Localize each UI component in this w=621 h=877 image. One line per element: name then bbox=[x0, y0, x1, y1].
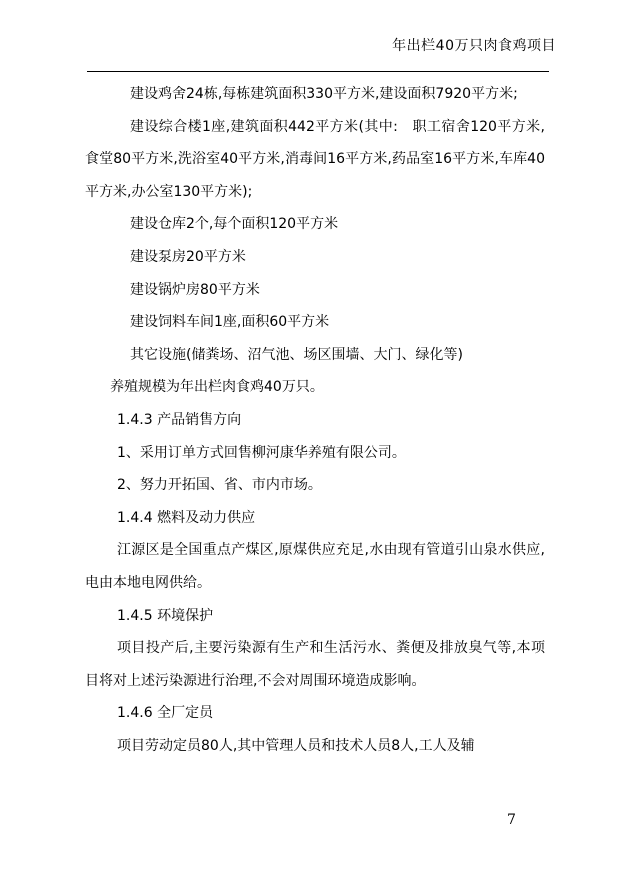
paragraph-fuel-power: 江源区是全国重点产煤区,原煤供应充足,水由现有管道引山泉水供应,电由本地电网供给。 bbox=[85, 542, 545, 591]
section-heading-environment: 1.4.5 环境保护 bbox=[117, 607, 214, 624]
paragraph-breeding-scale: 养殖规模为年出栏肉食鸡40万只。 bbox=[110, 379, 324, 396]
section-heading-staffing: 1.4.6 全厂定员 bbox=[117, 705, 214, 722]
paragraph-feed-workshop: 建设饲料车间1座,面积60平方米 bbox=[130, 314, 330, 331]
paragraph-warehouse: 建设仓库2个,每个面积120平方米 bbox=[130, 216, 339, 233]
page-number: 7 bbox=[507, 812, 516, 828]
running-header: 年出栏40万只肉食鸡项目 bbox=[392, 38, 556, 54]
list-item-order-sales: 1、采用订单方式回售柳河康华养殖有限公司。 bbox=[117, 444, 406, 461]
paragraph-other-facilities: 其它设施(储粪场、沼气池、场区围墙、大门、绿化等) bbox=[130, 346, 463, 363]
paragraph-staffing: 项目劳动定员80人,其中管理人员和技术人员8人,工人及辅 bbox=[117, 737, 475, 754]
paragraph-boiler-room: 建设锅炉房80平方米 bbox=[130, 281, 260, 298]
document-body bbox=[85, 78, 545, 762]
section-heading-sales: 1.4.3 产品销售方向 bbox=[117, 411, 242, 428]
paragraph-chicken-houses: 建设鸡舍24栋,每栋建筑面积330平方米,建设面积7920平方米; bbox=[130, 86, 518, 102]
paragraph-pump-house: 建设泵房20平方米 bbox=[130, 248, 246, 265]
paragraph-environment: 项目投产后,主要污染源有生产和生活污水、粪便及排放臭气等,本项目将对上述污染源进行治理,不会对周围环境造成影响。 bbox=[85, 640, 545, 689]
list-item-market-expansion: 2、努力开拓国、省、市内市场。 bbox=[117, 477, 322, 494]
section-heading-fuel-power: 1.4.4 燃料及动力供应 bbox=[117, 509, 256, 526]
paragraph-office-building: 建设综合楼1座,建筑面积442平方米(其中: 职工宿舍120平方米,食堂80平方米,洗浴室40平方米,消毒间16平方米,药品室16平方米,车库40平方米,办公室130平方米); bbox=[85, 118, 545, 200]
header-rule bbox=[87, 71, 549, 72]
